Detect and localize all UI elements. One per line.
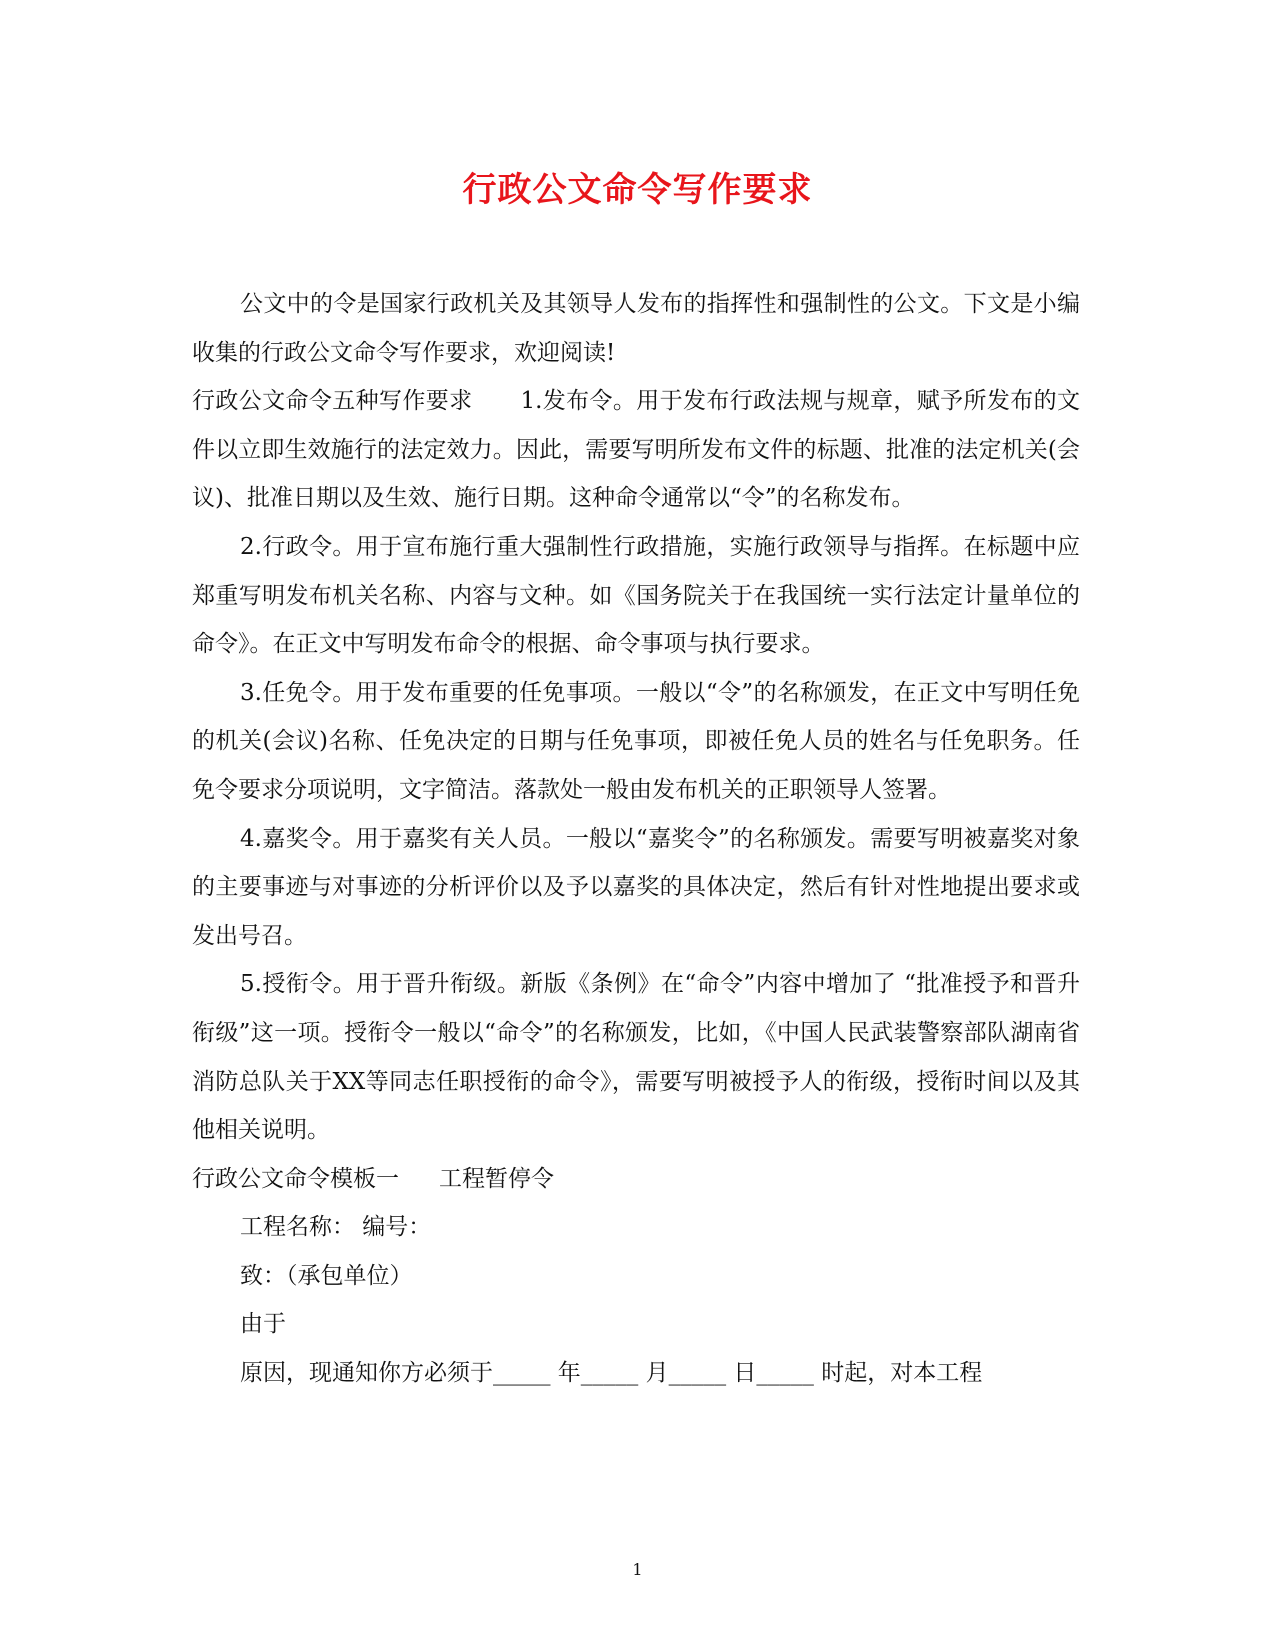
template-heading-line — [192, 1155, 1080, 1204]
page-number: 1 — [632, 1560, 643, 1579]
document-body — [192, 280, 1080, 1398]
recipient-line: 致：（承包单位） — [240, 1262, 413, 1289]
document-title: 行政公文命令写作要求 — [462, 170, 813, 210]
template-heading: 行政公文命令模板一 — [192, 1165, 399, 1192]
item1-text: 1.发布令。用于发布行政法规与规章，赋予所发布的文件以立即生效施行的法定效力。因此，需要写明所发布文件的标题、批准的法定机关(会议)、批准日期以及生效、施行日期。这种命令通常以“令”的名称发布。 — [192, 388, 1081, 512]
intro-paragraph: 公文中的令是国家行政机关及其领导人发布的指挥性和强制性的公文。下文是小编收集的行政公文命令写作要求，欢迎阅读! — [192, 291, 1080, 366]
project-name-line: 工程名称： 编号： — [240, 1214, 432, 1241]
section1-paragraph — [192, 377, 1080, 523]
item4-paragraph: 4.嘉奖令。用于嘉奖有关人员。一般以“嘉奖令”的名称颁发。需要写明被嘉奖对象的主要事迹与对事迹的分析评价以及予以嘉奖的具体决定，然后有针对性地提出要求或发出号召。 — [192, 825, 1080, 949]
item3-paragraph: 3.任免令。用于发布重要的任免事项。一般以“令”的名称颁发，在正文中写明任免的机关(会议)名称、任免决定的日期与任免事项，即被任免人员的姓名与任免职务。任免令要求分项说明，文字简洁。落款处一般由发布机关的正职领导人签署。 — [192, 679, 1080, 803]
reason-line: 原因，现通知你方必须于_____ 年_____ 月_____ 日_____ 时起，对本工程 — [240, 1360, 983, 1387]
section1-heading: 行政公文命令五种写作要求 — [192, 388, 473, 415]
template-name: 工程暂停令 — [439, 1165, 554, 1192]
item5-paragraph: 5.授衔令。用于晋升衔级。新版《条例》在“命令”内容中增加了 “批准授予和晋升衔级”这一项。授衔令一般以“命令”的名称颁发，比如，《中国人民武装警察部队湖南省消防总队关于XX等同志任职授衔的命令》，需要写明被授予人的衔级，授衔时间以及其他相关说明。 — [192, 971, 1080, 1144]
item2-paragraph: 2.行政令。用于宣布施行重大强制性行政措施，实施行政领导与指挥。在标题中应郑重写明发布机关名称、内容与文种。如《国务院关于在我国统一实行法定计量单位的命令》。在正文中写明发布命令的根据、命令事项与执行要求。 — [192, 533, 1080, 658]
because-line: 由于 — [240, 1311, 286, 1338]
